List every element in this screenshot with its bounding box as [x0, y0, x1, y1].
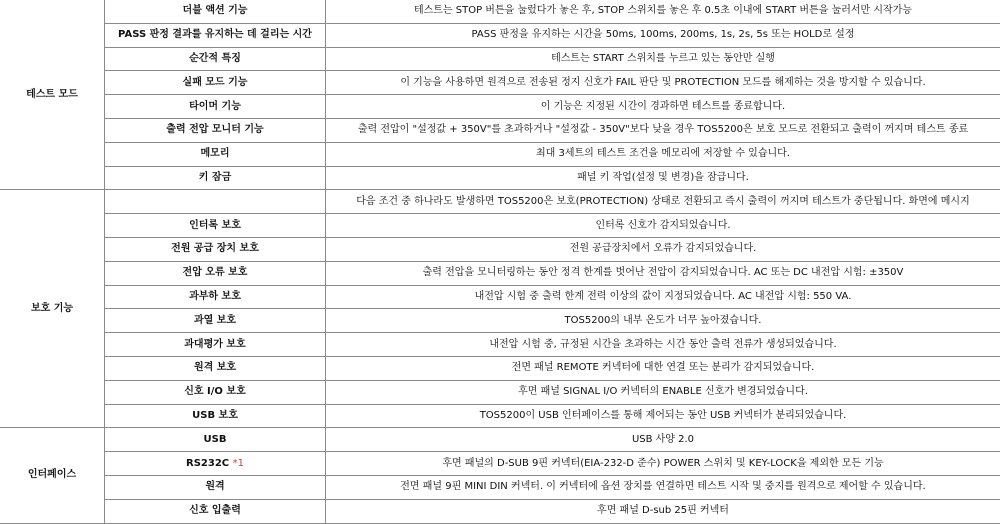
feature-label: USB 보호 [192, 409, 238, 421]
description-cell: 전면 패널 REMOTE 커넥터에 대한 연결 또는 분리가 감지되었습니다. [326, 356, 1000, 380]
description-cell: 후면 패널의 D-SUB 9핀 커넥터(EIA-232-D 준수) POWER 스위치 및 KEY-LOCK을 제외한 모든 기능 [326, 452, 1000, 476]
description-cell: 다음 조건 중 하나라도 발생하면 TOS5200은 보호(PROTECTION) 상태로 전환되고 즉시 출력이 꺼지며 테스트가 중단됩니다. 화면에 메시지 [326, 190, 1000, 214]
table-row [0, 499, 1000, 523]
feature-label: 원격 [205, 481, 225, 493]
feature-label: 실패 모드 기능 [182, 76, 248, 88]
table-row [0, 0, 1000, 23]
table-row [0, 285, 1000, 309]
description-cell: 내전압 시험 중, 규정된 시간을 초과하는 시간 동안 출력 전류가 생성되었습니다. [326, 333, 1000, 357]
description-cell: USB 사양 2.0 [326, 428, 1000, 452]
description-cell: 이 기능을 사용하면 원격으로 전송된 정지 신호가 FAIL 판단 및 PROTECTION 모드를 해제하는 것을 방지할 수 있습니다. [326, 71, 1000, 95]
description-cell: 테스트는 STOP 버튼을 눌렀다가 놓은 후, STOP 스위치를 놓은 후 0.5초 이내에 START 버튼을 눌러서만 시작가능 [326, 0, 1000, 23]
feature-label: RS232C [186, 457, 230, 469]
group-label: 인터페이스 [0, 428, 105, 523]
feature-label: 과부하 보호 [189, 290, 241, 302]
description-cell: 후면 패널 SIGNAL I/O 커넥터의 ENABLE 신호가 변경되었습니다. [326, 380, 1000, 404]
table-row [0, 237, 1000, 261]
feature-cell [105, 71, 326, 95]
description-cell: 이 기능은 지정된 시간이 경과하면 테스트를 종료합니다. [326, 95, 1000, 119]
table-row [0, 380, 1000, 404]
feature-cell [105, 190, 326, 214]
feature-label: 더블 액션 기능 [182, 5, 248, 17]
feature-cell [105, 118, 326, 142]
feature-cell [105, 309, 326, 333]
feature-cell [105, 428, 326, 452]
feature-label: 신호 입출력 [189, 505, 241, 517]
description-cell: 패널 키 작업(설정 및 변경)을 잠급니다. [326, 166, 1000, 190]
description-cell: TOS5200의 내부 온도가 너무 높아졌습니다. [326, 309, 1000, 333]
feature-label: 타이머 기능 [189, 100, 241, 112]
table-row [0, 95, 1000, 119]
feature-cell [105, 499, 326, 523]
feature-cell [105, 47, 326, 71]
feature-label: 키 잠금 [198, 171, 232, 183]
feature-label: 과열 보호 [193, 314, 237, 326]
description-cell: 후면 패널 D-sub 25핀 커넥터 [326, 499, 1000, 523]
table-row [0, 356, 1000, 380]
table-row [0, 166, 1000, 190]
table-row [0, 47, 1000, 71]
feature-label: 신호 I/O 보호 [184, 386, 246, 398]
feature-cell [105, 166, 326, 190]
feature-cell [105, 285, 326, 309]
feature-cell [105, 261, 326, 285]
feature-cell [105, 214, 326, 238]
description-cell: 테스트는 START 스위치를 누르고 있는 동안만 실행 [326, 47, 1000, 71]
feature-label: 인터록 보호 [189, 219, 241, 231]
table-row [0, 333, 1000, 357]
feature-cell [105, 23, 326, 47]
feature-label: 전압 오류 보호 [182, 267, 248, 279]
group-label: 보호 기능 [0, 190, 105, 428]
table-row [0, 428, 1000, 452]
feature-cell [105, 237, 326, 261]
feature-cell [105, 380, 326, 404]
table-row [0, 142, 1000, 166]
feature-label: 과대평가 보호 [184, 338, 246, 350]
feature-label: 원격 보호 [193, 362, 237, 374]
table-row [0, 404, 1000, 428]
description-cell: 내전압 시험 중 출력 한계 전력 이상의 값이 지정되었습니다. AC 내전압 시험: 550 VA. [326, 285, 1000, 309]
feature-cell [105, 475, 326, 499]
feature-label: 전원 공급 장치 보호 [171, 243, 259, 255]
table-row [0, 118, 1000, 142]
description-cell: 전원 공급장치에서 오류가 감지되었습니다. [326, 237, 1000, 261]
table-row [0, 475, 1000, 499]
group-label: 테스트 모드 [0, 0, 105, 190]
table-row [0, 214, 1000, 238]
feature-label: 순간적 특징 [189, 52, 241, 64]
feature-cell [105, 404, 326, 428]
feature-label: 출력 전압 모니터 기능 [166, 124, 264, 136]
footnote-marker: *1 [232, 457, 244, 469]
table-row [0, 452, 1000, 476]
description-cell: TOS5200이 USB 인터페이스를 통해 제어되는 동안 USB 커넥터가 분리되었습니다. [326, 404, 1000, 428]
table-row [0, 261, 1000, 285]
feature-cell [105, 356, 326, 380]
table-row [0, 71, 1000, 95]
description-cell: 인터록 신호가 감지되었습니다. [326, 214, 1000, 238]
feature-label: 메모리 [200, 148, 230, 160]
feature-cell [105, 142, 326, 166]
feature-label: PASS 판정 결과를 유지하는 데 걸리는 시간 [118, 29, 312, 41]
feature-cell [105, 95, 326, 119]
feature-cell [105, 452, 326, 476]
table-row [0, 309, 1000, 333]
feature-cell [105, 0, 326, 23]
description-cell: 최대 3세트의 테스트 조건을 메모리에 저장할 수 있습니다. [326, 142, 1000, 166]
table-row [0, 190, 1000, 214]
description-cell: 출력 전압이 "설정값 + 350V"를 초과하거나 "설정값 - 350V"보다 낮을 경우 TOS5200은 보호 모드로 전환되고 출력이 꺼지며 테스트 종료 [326, 118, 1000, 142]
description-cell: 출력 전압을 모니터링하는 동안 정격 한계를 벗어난 전압이 감지되었습니다. AC 또는 DC 내전압 시험: ±350V [326, 261, 1000, 285]
table-row [0, 23, 1000, 47]
description-cell: 전면 패널 9핀 MINI DIN 커넥터. 이 커넥터에 옵션 장치를 연결하면 테스트 시작 및 중지를 원격으로 제어할 수 있습니다. [326, 475, 1000, 499]
description-cell: PASS 판정을 유지하는 시간을 50ms, 100ms, 200ms, 1s, 2s, 5s 또는 HOLD로 설정 [326, 23, 1000, 47]
feature-label: USB [203, 433, 227, 445]
feature-cell [105, 333, 326, 357]
